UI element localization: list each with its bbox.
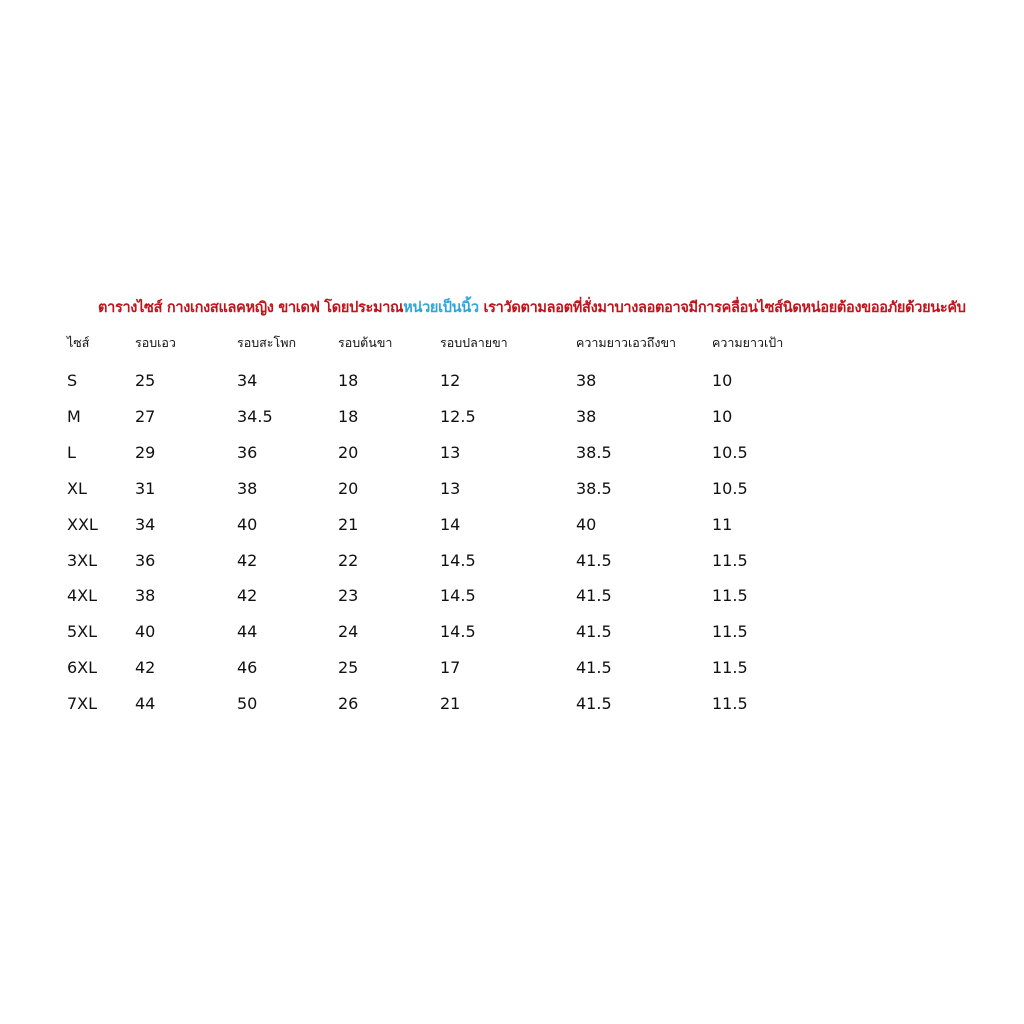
table-cell-hem: 14.5	[440, 622, 476, 642]
table-cell-thigh: 24	[338, 622, 359, 642]
table-cell-hip: 44	[237, 622, 258, 642]
table-cell-waist-to-hem-length: 38	[576, 371, 597, 390]
table-cell-thigh: 26	[338, 694, 359, 714]
table-cell-hem: 17	[440, 658, 461, 678]
table-cell-rise-length: 11.5	[712, 586, 748, 606]
table-cell-size: 4XL	[67, 586, 98, 606]
table-cell-waist-to-hem-length: 40	[576, 514, 597, 534]
table-cell-waist-to-hem-length: 38.5	[576, 478, 612, 498]
table-cell-hip: 38	[237, 478, 258, 498]
table-cell-hem: 13	[440, 442, 461, 462]
table-cell-hem: 14.5	[440, 586, 476, 606]
table-cell-rise-length: 10	[712, 406, 733, 426]
table-cell-waist: 34	[135, 514, 156, 534]
table-cell-hem: 13	[440, 478, 461, 498]
table-cell-waist: 25	[135, 371, 156, 390]
table-cell-size: 6XL	[67, 658, 98, 678]
table-cell-thigh: 21	[338, 514, 359, 534]
table-cell-hip: 36	[237, 442, 258, 462]
table-cell-hip: 34.5	[237, 406, 273, 426]
title-text-note: เราวัดตามลอตที่สั่งมาบางลอตอาจมีการคลื่อนไซส์นิดหน่อยต้องขออภัยด้วยนะคับ	[478, 299, 966, 316]
table-cell-waist: 40	[135, 622, 156, 642]
table-cell-hem: 14.5	[440, 550, 476, 570]
table-cell-hip: 46	[237, 658, 258, 678]
title-text-main: ตารางไซส์ กางเกงสแลคหญิง ขาเดฟ โดยประมาณ	[98, 299, 404, 316]
table-cell-hem: 21	[440, 694, 461, 714]
table-cell-hem: 14	[440, 514, 461, 534]
table-cell-waist: 38	[135, 586, 156, 606]
table-cell-rise-length: 10.5	[712, 478, 748, 498]
table-cell-thigh: 20	[338, 478, 359, 498]
table-cell-waist-to-hem-length: 41.5	[576, 586, 612, 606]
column-header-size: ไซส์	[67, 335, 90, 350]
table-cell-thigh: 22	[338, 550, 359, 570]
table-cell-waist-to-hem-length: 41.5	[576, 550, 612, 570]
table-cell-rise-length: 11.5	[712, 658, 748, 678]
table-cell-rise-length: 10	[712, 371, 733, 390]
table-cell-waist: 29	[135, 442, 156, 462]
table-cell-thigh: 23	[338, 586, 359, 606]
column-header-thigh: รอบต้นขา	[338, 335, 393, 350]
table-cell-waist-to-hem-length: 38.5	[576, 442, 612, 462]
table-cell-hem: 12.5	[440, 406, 476, 426]
column-header-waist: รอบเอว	[135, 335, 176, 350]
table-cell-rise-length: 10.5	[712, 442, 748, 462]
table-cell-waist: 42	[135, 658, 156, 678]
column-header-hem: รอบปลายขา	[440, 335, 508, 350]
table-cell-hip: 42	[237, 550, 258, 570]
table-cell-hip: 34	[237, 371, 258, 390]
table-cell-size: S	[67, 371, 78, 390]
table-cell-size: M	[67, 406, 81, 426]
table-cell-size: L	[67, 442, 76, 462]
table-cell-rise-length: 11	[712, 514, 733, 534]
column-header-hip: รอบสะโพก	[237, 335, 297, 350]
title-text-unit: หน่วยเป็นนิ้ว	[403, 299, 479, 316]
table-cell-size: XL	[67, 478, 87, 498]
table-cell-size: 3XL	[67, 550, 98, 570]
table-cell-size: 5XL	[67, 622, 98, 642]
table-cell-waist: 36	[135, 550, 156, 570]
table-cell-thigh: 25	[338, 658, 359, 678]
table-cell-thigh: 18	[338, 371, 359, 390]
size-chart-title	[98, 296, 998, 319]
table-cell-waist: 31	[135, 478, 156, 498]
table-cell-waist-to-hem-length: 41.5	[576, 658, 612, 678]
table-cell-hip: 40	[237, 514, 258, 534]
column-header-rise-length: ความยาวเป้า	[712, 335, 784, 350]
table-cell-waist-to-hem-length: 41.5	[576, 694, 612, 714]
table-cell-size: 7XL	[67, 694, 98, 714]
table-cell-rise-length: 11.5	[712, 622, 748, 642]
column-header-waist-to-hem-length: ความยาวเอวถึงขา	[576, 335, 677, 350]
table-cell-waist-to-hem-length: 41.5	[576, 622, 612, 642]
table-cell-rise-length: 11.5	[712, 694, 748, 714]
table-cell-waist: 27	[135, 406, 156, 426]
table-cell-rise-length: 11.5	[712, 550, 748, 570]
table-cell-hem: 12	[440, 371, 461, 390]
table-cell-waist: 44	[135, 694, 156, 714]
table-cell-hip: 42	[237, 586, 258, 606]
table-cell-waist-to-hem-length: 38	[576, 406, 597, 426]
table-cell-thigh: 18	[338, 406, 359, 426]
table-cell-hip: 50	[237, 694, 258, 714]
table-cell-thigh: 20	[338, 442, 359, 462]
table-cell-size: XXL	[67, 514, 98, 534]
